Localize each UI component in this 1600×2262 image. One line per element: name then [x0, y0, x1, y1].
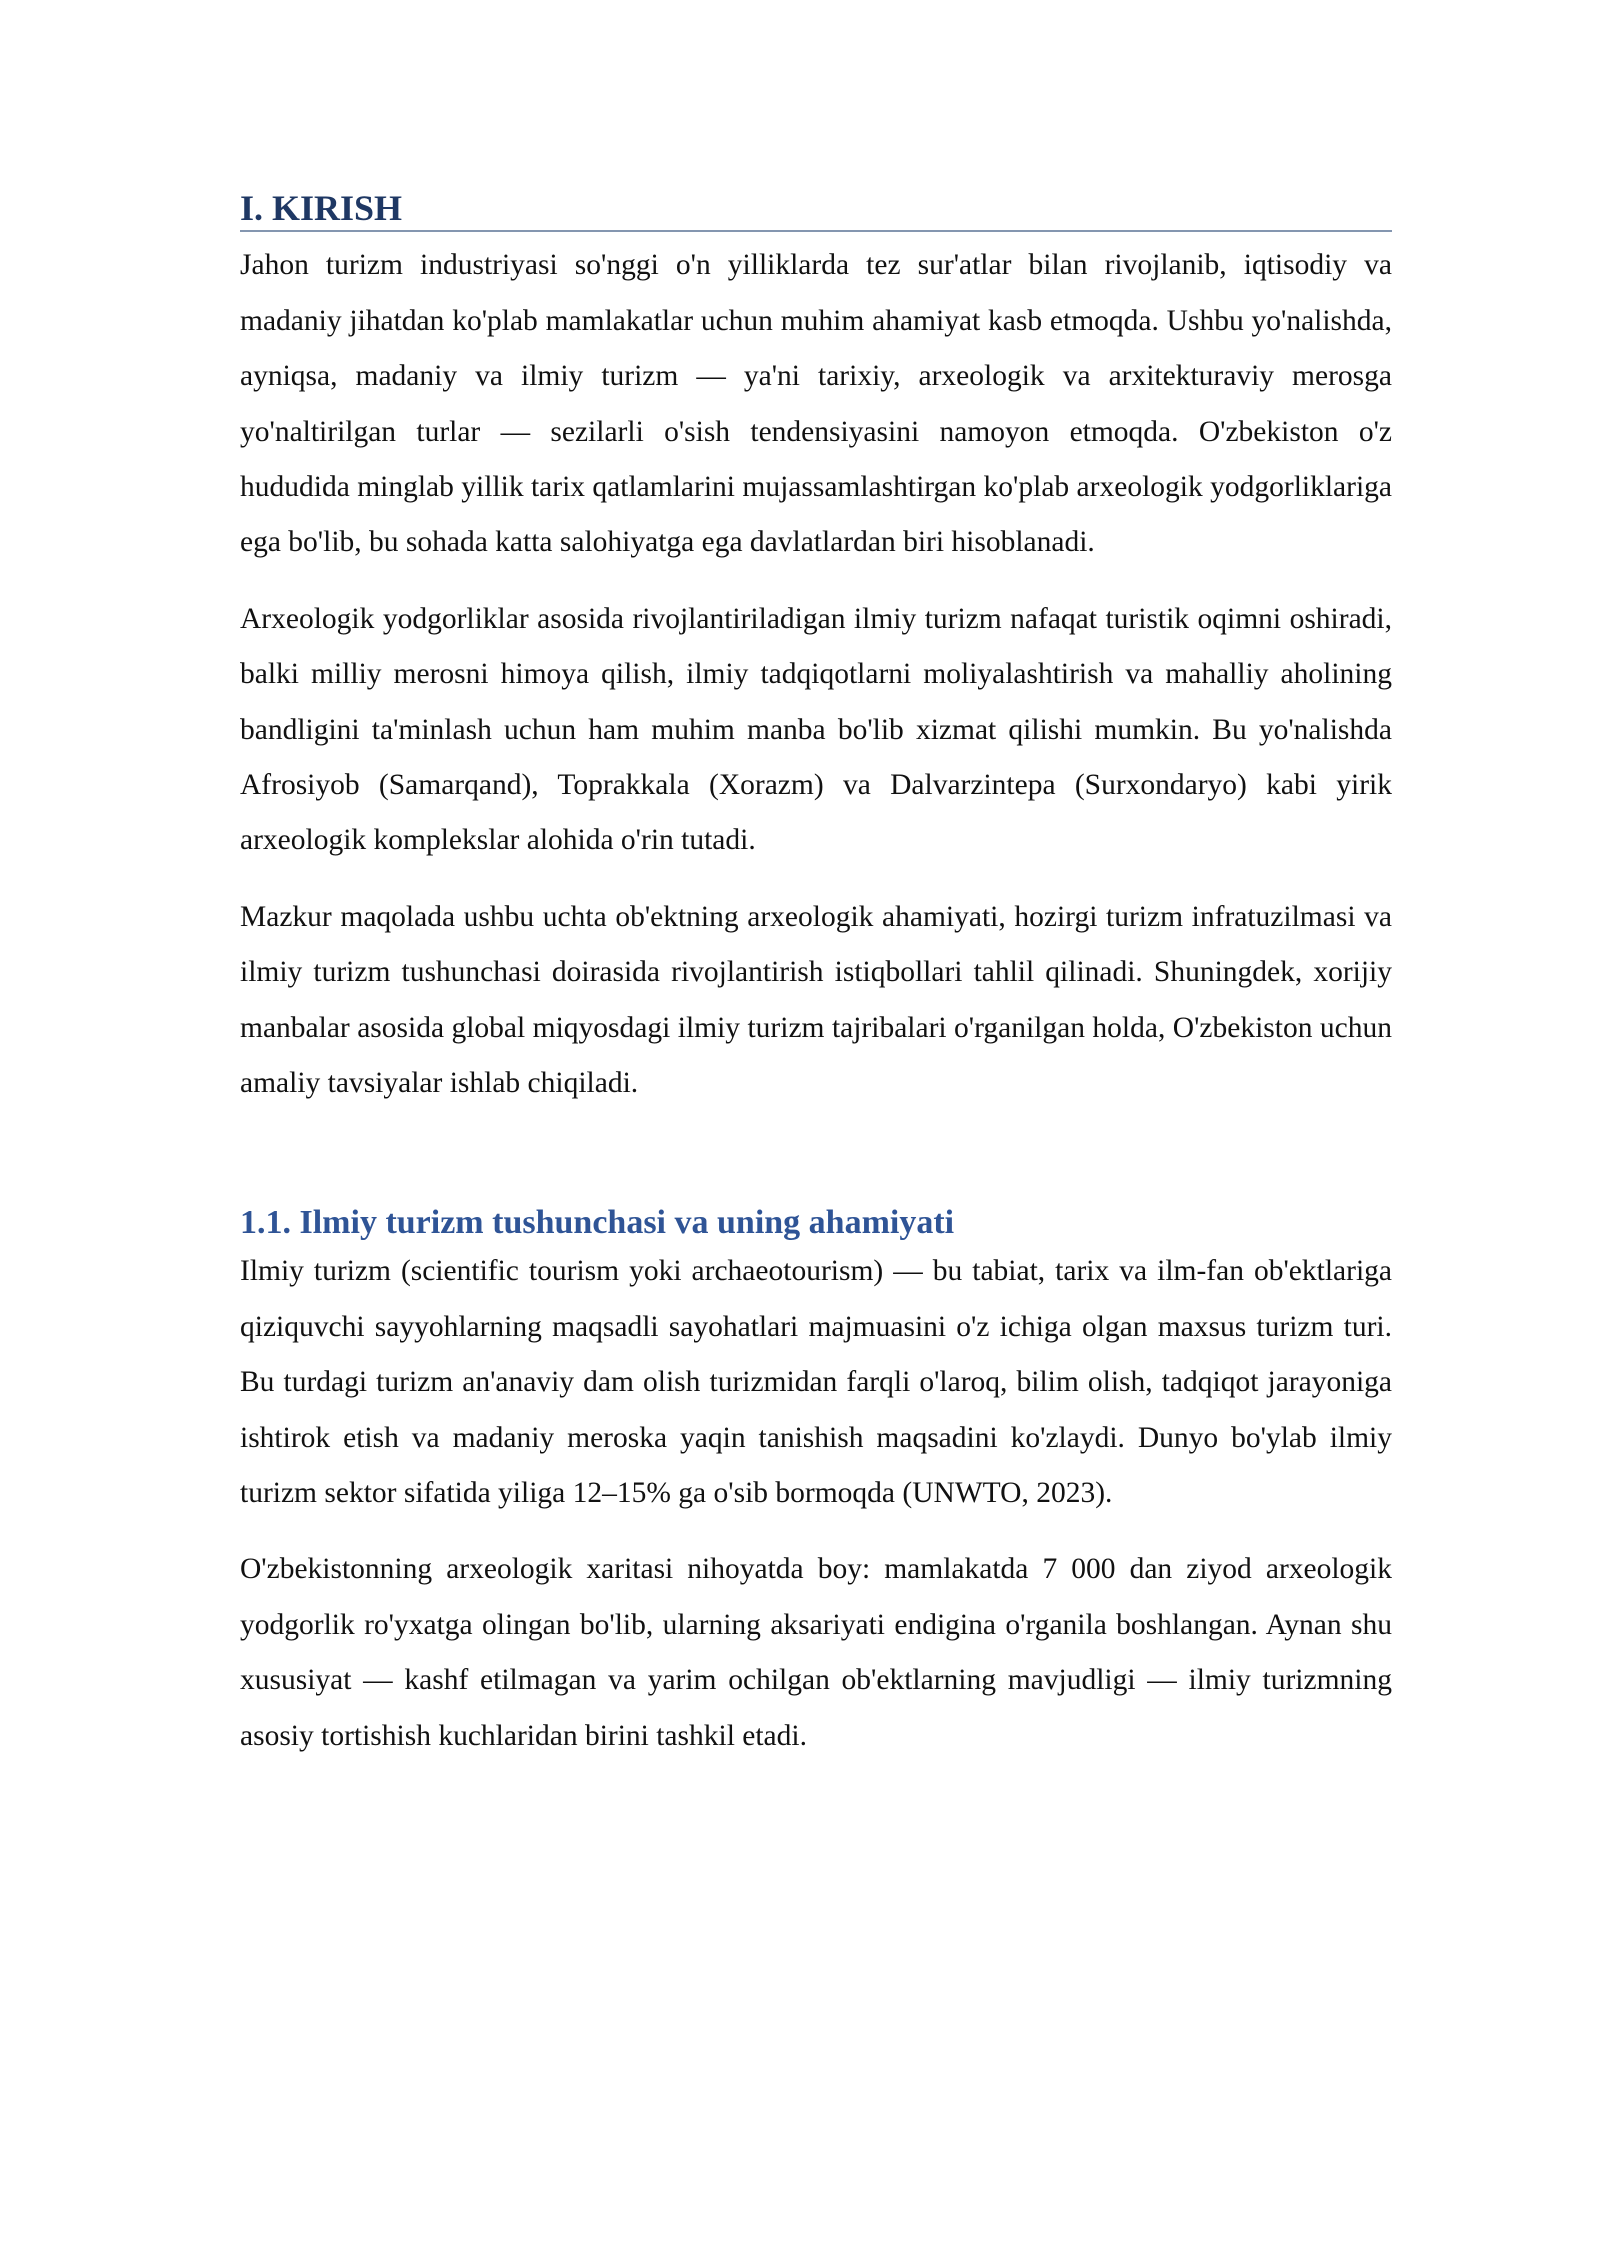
subsection-heading: 1.1. Ilmiy turizm tushunchasi va uning ahamiyati [240, 1204, 955, 1242]
document-page [240, 188, 1392, 1764]
paragraph: Jahon turizm industriyasi so'nggi o'n yilliklarda tez sur'atlar bilan rivojlanib, iqtisodiy va madaniy jihatdan ko'plab mamlakatlar uchun muhim ahamiyat kasb etmoqda. Ushbu yo'nalishda, ayniqsa, madaniy va ilmiy turizm — ya'ni tarixiy, arxeologik va arxitekturaviy merosga yo'naltirilgan turlar — sezilarli o'sish tendensiyasini namoyon etmoqda. O'zbekiston o'z hududida minglab yillik tarix qatlamlarini mujassamlashtirgan ko'plab arxeologik yodgorliklariga ega bo'lib, bu sohada katta salohiyatga ega davlatlardan biri hisoblanadi. [240, 249, 1392, 559]
paragraph: Ilmiy turizm (scientific tourism yoki archaeotourism) — bu tabiat, tarix va ilm-fan ob'ektlariga qiziquvchi sayyohlarning maqsadli sayohatlari majmuasini o'z ichiga olgan maxsus turizm turi. Bu turdagi turizm an'anaviy dam olish turizmidan farqli o'laroq, bilim olish, tadqiqot jarayoniga ishtirok etish va madaniy meroska yaqin tanishish maqsadini ko'zlaydi. Dunyo bo'ylab ilmiy turizm sektor sifatida yiliga 12–15% ga o'sib bormoqda (UNWTO, 2023). [240, 1255, 1392, 1509]
section-heading-kirish: I. KIRISH [240, 188, 1392, 232]
paragraph: Mazkur maqolada ushbu uchta ob'ektning arxeologik ahamiyati, hozirgi turizm infratuzilmasi va ilmiy turizm tushunchasi doirasida rivojlantirish istiqbollari tahlil qilinadi. Shuningdek, xorijiy manbalar asosida global miqyosdagi ilmiy turizm tajribalari o'rganilgan holda, O'zbekiston uchun amaliy tavsiyalar ishlab chiqiladi. [240, 900, 1392, 1100]
paragraph: O'zbekistonning arxeologik xaritasi nihoyatda boy: mamlakatda 7 000 dan ziyod arxeologik yodgorlik ro'yxatga olingan bo'lib, ularning aksariyati endigina o'rganila boshlangan. Aynan shu xususiyat — kashf etilmagan va yarim ochilgan ob'ektlarning mavjudligi — ilmiy turizmning asosiy tortishish kuchlaridan birini tashkil etadi. [240, 1553, 1392, 1752]
paragraph: Arxeologik yodgorliklar asosida rivojlantiriladigan ilmiy turizm nafaqat turistik oqimni oshiradi, balki milliy merosni himoya qilish, ilmiy tadqiqotlarni moliyalashtirish va mahalliy aholining bandligini ta'minlash uchun ham muhim manba bo'lib xizmat qilishi mumkin. Bu yo'nalishda Afrosiyob (Samarqand), Toprakkala (Xorazm) va Dalvarzintepa (Surxondaryo) kabi yirik arxeologik komplekslar alohida o'rin tutadi. [240, 602, 1392, 857]
